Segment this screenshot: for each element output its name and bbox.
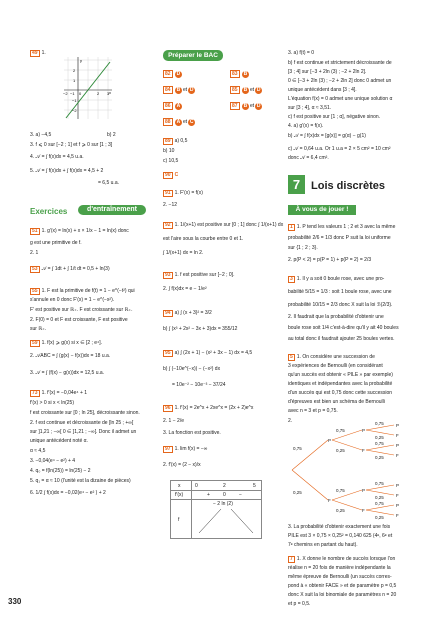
tree-node: P — [362, 488, 366, 493]
qcm-83 — [230, 70, 250, 78]
branch-probability: 0,25 — [375, 495, 384, 500]
answer-text: 1. X donne le nombre de succès lorsque l'on — [296, 556, 396, 562]
answer-line: b) ∫ (−10e^(−x)) − (−x²) dx — [163, 366, 221, 372]
answer-line: unique antécédent noté α. — [30, 438, 88, 444]
answer-text: 1. F est la primitive de f(t) = 1 − e^(−t²) qui — [41, 288, 135, 294]
exercise-number: 53 — [32, 266, 38, 272]
exercise-73-line — [30, 390, 87, 397]
variation-arrows — [191, 499, 261, 538]
qcm-86 — [163, 102, 183, 110]
tick-label: 2 — [73, 68, 76, 73]
answer-line: donc 𝒜 = 6,4 cm². — [288, 155, 329, 161]
answer-line: 0 ∈ [−3 + 2ln (3) ; −2 + 2ln 2] donc 0 admet un — [288, 78, 392, 84]
exercise-51-line — [30, 228, 129, 235]
answer-line: 2. — [288, 418, 293, 424]
answer-letter: B — [243, 103, 248, 109]
answer-line: 4. q₀ = f(ln(25)) = ln(25) − 2 — [30, 468, 91, 474]
tick-label: −2 — [63, 91, 68, 96]
exercise-number: 51 — [32, 228, 38, 234]
answer-line: = 10e⁻² − 10e⁻³ − 37/24 — [172, 382, 226, 388]
exercise-number: 5 — [290, 354, 293, 360]
answer-line: s'annule en 0 donc F′(x) = 1 − e^(−x²). — [30, 297, 115, 303]
answer-line: probabilité 2/6 = 1/3 donc P suit la loi uniforme — [288, 235, 391, 241]
answer-line: 2. 𝒜ABC = ∫ (g(x) − f(x))dx = 18 u.a. — [30, 353, 111, 359]
prepare-bac-banner: Préparer le BAC — [163, 50, 223, 61]
exercise-number: 94 — [165, 310, 171, 316]
answer-line: b) f est continue et strictement décroissante de — [288, 60, 392, 66]
answer-line: 2. 1 − 2/e — [163, 418, 184, 424]
exercise-5-line — [288, 354, 375, 361]
answer-line: b) 10 — [163, 148, 175, 154]
answer-line: 2. Il faudrait que la probabilité d'obtenir une — [288, 314, 384, 320]
answer-letter: D — [256, 87, 261, 93]
answer-line: b) ∫ (x³ + 2x² − 3x + 3)dx = 355/12 — [163, 326, 238, 332]
question-number: 85 — [232, 87, 238, 93]
branch-probability: 0,75 — [375, 441, 384, 446]
tree-leaf: P — [396, 483, 400, 488]
answer-line: F′ est positive sur ℝ₊. F est croissante sur ℝ₊. — [30, 307, 133, 313]
exercise-91-line — [163, 190, 203, 197]
table-cell: 0 — [195, 483, 198, 489]
answer-line: 4. 𝒜 = ∫ f(x)dx = 4,5 u.a. — [30, 154, 84, 160]
answer-text: 𝒜 = ∫ 1dt + ∫ 1/t dt = 0,5 + ln(3) — [41, 266, 110, 272]
answer-line: sur ℝ₊. — [30, 326, 47, 332]
exercise-number: 92 — [165, 222, 171, 228]
answer-line: PILE est 3 × 0,75 × 0,25² = 0,140 625 (4ᵉ, 6ᵉ et — [288, 533, 393, 539]
tick-label: 1 — [73, 78, 76, 83]
answer-text: 1. g′(x) = ln(x) + x × 1/x − 1 = ln(x) donc — [41, 228, 129, 234]
chapter-title: Lois discrètes — [311, 180, 385, 192]
tree-node: P — [328, 438, 332, 443]
answer-text: 1. Il y a soit 0 boule rose, avec une pro- — [296, 276, 385, 282]
answer-text: 1. f′(x) = −0,04e⁴ + 1 — [41, 390, 88, 396]
exercise-number: 96 — [165, 405, 171, 411]
exercise-93-line — [163, 272, 234, 279]
answer-line: [3 ; 4] sur [−3 + 2ln (3) ; −2 + 2ln 2]. — [288, 69, 367, 75]
answer-line: unique antécédent dans [3 ; 4]. — [288, 87, 357, 93]
exercise-number: 49 — [32, 50, 38, 56]
exercise-3-line — [288, 276, 384, 283]
tree-node: F — [362, 448, 365, 453]
answer-text: 1. f est positive sur [−2 ; 0]. — [174, 272, 235, 278]
answer-line: c) f est positive sur [1 ; α], négative sinon. — [288, 114, 381, 120]
tick-label: 3 — [107, 91, 110, 96]
item-label: 1. — [41, 50, 46, 56]
answer-letter: A — [176, 119, 181, 125]
table-cell: + — [207, 492, 210, 498]
answer-line: 6. 1/2 ∫ f(x)dx = −0,02(e⁴ − e² ) + 2 — [30, 490, 106, 496]
table-cell: f — [178, 517, 180, 523]
answer-line: L'équation f(x) = 0 admet une unique solution α — [288, 96, 393, 102]
answer-text: 1. On considère une succession de — [296, 354, 375, 360]
answer-text: a) ∫ (2x + 1) − (x² + 3x − 1) dx = 4,5 — [174, 350, 253, 356]
qcm-88 — [163, 118, 196, 126]
answer-line: avec n = 3 et p = 0,75. — [288, 408, 338, 414]
exercise-number: 55 — [32, 288, 38, 294]
answer-line: 3. 𝒜 = ∫ (f(x) − g(x))dx = 12,5 u.a. — [30, 370, 105, 376]
branch-probability: 0,75 — [336, 428, 345, 433]
answer-text: a) 0,5 — [174, 138, 188, 144]
table-cell: 5 — [253, 483, 256, 489]
exercise-53-line — [30, 266, 110, 273]
table-cell: − 2 ln (2) — [213, 501, 233, 507]
answer-line: et p = 0,5. — [288, 601, 311, 607]
exercise-number: 1 — [290, 224, 293, 230]
exercise-95-line — [163, 350, 252, 357]
question-number: 87 — [232, 103, 238, 109]
exercise-94-line — [163, 310, 212, 317]
branch-probability: 0,25 — [375, 455, 384, 460]
answer-line: 2. 1 — [30, 250, 39, 256]
page-number: 330 — [8, 597, 22, 606]
question-number: 88 — [165, 119, 171, 125]
tree-leaf: P — [396, 443, 400, 448]
answer-line: qu'un succès est obtenir « PILE » par exemple) — [288, 372, 393, 378]
tree-leaf: F — [396, 433, 399, 438]
exercise-90-line — [163, 172, 178, 179]
table-cell: 0 — [223, 492, 226, 498]
exercise-number: 93 — [165, 272, 171, 278]
answer-line: 5. 𝒜 = ∫ f(x)dx + ∫ f(x)dx = 4,5 + 2 — [30, 168, 104, 174]
branch-probability: 0,75 — [375, 481, 384, 486]
exercise-1-line — [288, 224, 395, 231]
branch-probability: 0,25 — [336, 508, 345, 513]
variation-table — [170, 480, 262, 539]
table-cell: 2 — [223, 483, 226, 489]
answer-line: 2. f est continue et décroissante de [ln 25 ; +∞[ — [30, 420, 134, 426]
answer-line: c) 𝒜 = 0,64 u.a. Or 1 u.a = 2 × 5 cm² = 10 cm² — [288, 146, 391, 152]
exercise-number: 91 — [165, 190, 171, 196]
exercise-number: 95 — [165, 350, 171, 356]
answer-text: 1. f′(x) = 2e^x + 2xe^x = (2x + 2)e^x — [174, 405, 254, 411]
answer-line: b) 2 — [107, 132, 116, 138]
x-axis-label: x — [109, 90, 111, 95]
answer-line: 7ᵉ chemins en partant du haut). — [288, 542, 358, 548]
answer-line: est l'aire sous la courbe entre 0 et 1. — [163, 236, 244, 242]
answer-line: 3 expériences de Bernoulli (en considérant — [288, 363, 383, 369]
tree-node: F — [328, 498, 331, 503]
question-number: 83 — [232, 71, 238, 77]
answer-line: réalise n = 20 fois de manière indépendante la — [288, 565, 391, 571]
answer-line: 4. a) g′(x) = f(x). — [288, 123, 324, 129]
tick-label: −2 — [72, 108, 77, 113]
answer-line: 3. a) −4,5 — [30, 132, 52, 138]
exercise-number: 90 — [165, 172, 171, 178]
answer-line: identiques et indépendantes avec la probabilité — [288, 381, 393, 387]
table-cell: f′(x) — [175, 492, 184, 498]
exercise-number: 59 — [32, 340, 38, 346]
exercise-number: 7 — [290, 556, 293, 562]
table-cell: − — [239, 492, 242, 498]
answer-line: f′(x) > 0 si x < ln(25) — [30, 400, 75, 406]
tree-leaf: F — [396, 493, 399, 498]
exercises-banner — [30, 205, 148, 217]
branch-probability: 0,75 — [375, 501, 384, 506]
tick-label: −1 — [70, 91, 75, 96]
answer-line: probabilité 10/15 = 2/3 donc X suit la loi ℬ(2/3). — [288, 302, 393, 308]
exercise-7-line — [288, 556, 395, 563]
answer-text: C — [174, 172, 179, 178]
answer-line: donc X suit la loi binomiale de paramètres n = 20 — [288, 592, 397, 598]
answer-text: 1. 1/(x+1) est positive sur [0 ; 1] donc ∫ 1/(x+1) dx — [174, 222, 284, 228]
exercise-number: 89 — [165, 138, 171, 144]
answer-line: 2. f′(x) = (2 − x)/x — [163, 462, 201, 468]
answer-line: 3. f ⩽ 0 sur [−2 ; 1] et f ⩾ 0 sur [1 ; 3] — [30, 142, 113, 148]
conjunction: et — [182, 87, 188, 93]
exercise-number: 3 — [290, 276, 293, 282]
exercise-96-line — [163, 405, 253, 412]
qcm-84 — [163, 86, 196, 94]
qcm-87 — [230, 102, 263, 110]
answer-text: 1. lim f(x) = −∞ — [174, 446, 208, 452]
answer-text: 1. f(x) ⩾ g(x) si x ∈ [2 ; e⁴]. — [41, 340, 102, 346]
tick-label: 0 — [79, 91, 82, 96]
chapter-number: 7 — [288, 175, 305, 194]
exercise-89-line — [163, 138, 187, 145]
answer-line: 2. p(P < 2) = p(P = 1) + p(P = 2) = 2/3 — [288, 257, 372, 263]
answer-line: sur {1 ; 2 ; 3}. — [288, 245, 318, 251]
answer-letter: C — [189, 119, 194, 125]
answer-letter: D — [189, 87, 194, 93]
answer-line: au total donc il faudrait ajouter 25 boules vertes. — [288, 336, 395, 342]
branch-probability: 0,25 — [375, 435, 384, 440]
conjunction: et — [249, 103, 255, 109]
linear-function-graph — [62, 55, 114, 125]
section-banner: À vous de jouer ! — [288, 205, 356, 215]
answer-line: 3. a) f(t) = 0 — [288, 50, 314, 56]
exercise-92-line — [163, 222, 283, 229]
conjunction: et — [182, 119, 188, 125]
answer-line: boule rose soit 1/4 c'est-à-dire qu'il y ait 40 boules — [288, 325, 399, 331]
answer-line: babilité 5/15 = 1/3 : soit 1 boule rose, avec une — [288, 289, 392, 295]
tree-leaf: P — [396, 423, 400, 428]
answer-line: f est croissante sur [0 ; ln 25], décroissante sinon. — [30, 410, 140, 416]
answer-line: b) 𝒜 = ∫ f(x)dx = [g(x)] = g(α) − g(1) — [288, 133, 366, 139]
answer-line: = 6,5 u.a. — [98, 180, 119, 186]
answer-line: même épreuve de Bernoulli (un succès corres- — [288, 574, 392, 580]
answer-line: sur [3 ; 4], α ≈ 3,51. — [288, 105, 332, 111]
exercise-49-header — [30, 50, 46, 57]
answer-letter: D — [256, 103, 261, 109]
answer-line: 5. q₁ = α ≈ 10 (l'unité est la dizaine de pièces) — [30, 478, 131, 484]
branch-probability: 0,25 — [293, 490, 302, 495]
table-cell: x — [178, 483, 181, 489]
qcm-85 — [230, 86, 263, 94]
exercise-number: 97 — [165, 446, 171, 452]
answer-line: 2. F(0) = 0 et F est croissante, F est positive — [30, 317, 128, 323]
qcm-82 — [163, 70, 183, 78]
answer-text: 1. F′(x) = f(x) — [174, 190, 203, 196]
exercise-97-line — [163, 446, 207, 453]
answer-line: 3. La probabilité d'obtenir exactement une fois — [288, 524, 391, 530]
answer-line: d'épreuves est bien un schéma de Bernoulli — [288, 399, 385, 405]
exercise-59-line — [30, 340, 102, 347]
tree-leaf: F — [396, 513, 399, 518]
exercise-55-line — [30, 288, 135, 295]
probability-tree — [290, 420, 410, 520]
answer-line: c) 10,5 — [163, 158, 179, 164]
answer-line: 3. −0,04(e⁴ − e²) + 4 — [30, 458, 76, 464]
answer-letter: B — [243, 71, 248, 77]
answer-line: ∫ 1/(x+1) dx = ln 2. — [163, 250, 204, 256]
answer-line: α ≈ 4,5 — [30, 448, 46, 454]
answer-line: sur ]1,21 ; −∞[ 0 ∈ ]1,21 ; −∞[. Donc il admet un — [30, 429, 137, 435]
y-axis-label: y — [80, 58, 82, 63]
exercises-subtitle: d'entraînement — [78, 205, 146, 215]
answer-letter: B — [243, 87, 248, 93]
answer-line: 3. La fonction est positive. — [163, 430, 221, 436]
answer-letter: D — [176, 71, 181, 77]
answer-line: d'un succès qui est 0,75 donc cette succession — [288, 390, 393, 396]
branch-probability: 0,25 — [336, 448, 345, 453]
branch-probability: 0,25 — [375, 515, 384, 520]
exercise-number: 73 — [32, 390, 38, 396]
answer-line: 2. ∫ f(x)dx = e − 1/e² — [163, 286, 207, 292]
conjunction: et — [249, 87, 255, 93]
tree-leaf: P — [396, 503, 400, 508]
answer-letter: B — [176, 87, 181, 93]
tree-node: F — [362, 508, 365, 513]
answer-line: pond à « obtenir FACE » et de paramètre p = 0,5 — [288, 583, 397, 589]
branch-probability: 0,75 — [293, 446, 302, 451]
answer-letter: A — [176, 103, 181, 109]
answer-line: 2. −12 — [163, 202, 178, 208]
tick-label: −1 — [72, 98, 77, 103]
branch-probability: 0,75 — [375, 421, 384, 426]
answer-line: g est une primitive de f. — [30, 240, 82, 246]
tick-label: 2 — [97, 91, 100, 96]
branch-probability: 0,75 — [336, 488, 345, 493]
answer-text: a) ∫ (x + 3)² = 3/2 — [174, 310, 212, 316]
tree-node: P — [362, 428, 366, 433]
answer-text: 1. P tend les valeurs 1 ; 2 et 3 avec la même — [296, 224, 396, 230]
tree-leaf: F — [396, 453, 399, 458]
exercises-title: Exercices — [30, 207, 68, 216]
question-number: 84 — [165, 87, 171, 93]
question-number: 86 — [165, 103, 171, 109]
question-number: 82 — [165, 71, 171, 77]
